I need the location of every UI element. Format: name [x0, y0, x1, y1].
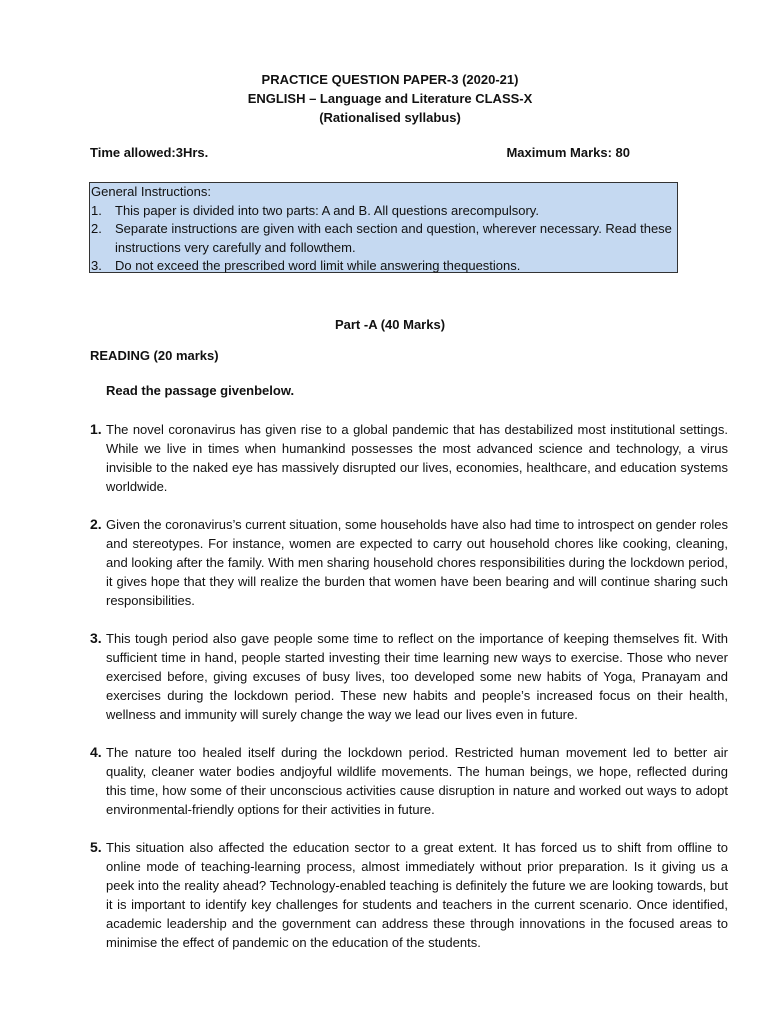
general-instructions-box [89, 182, 678, 273]
passage-paragraph-2 [90, 515, 728, 610]
paragraph-number: 4. [90, 744, 102, 760]
instruction-item [91, 202, 677, 221]
instruction-number: 2. [91, 221, 102, 236]
instruction-number: 3. [91, 258, 102, 273]
part-heading: Part -A (40 Marks) [334, 317, 446, 332]
instruction-item [91, 220, 677, 257]
syllabus-note: (Rationalised syllabus) [319, 110, 461, 125]
paragraph-text: This situation also affected the education sector to a great extent. It has forced us to shift from offline to online mode of teaching-learning process, almost immediately without prior preparation. Is it giving us a peek into the reality ahead? Technology-enabled teaching is definitely the future we are looking towards, but it is important to identify key challenges for students and teachers in the current scenario. Once identified, academic leadership and the government can address these through innovations in the focused areas to minimise the effect of pandemic on the education of the students. [106, 840, 728, 950]
paper-title: PRACTICE QUESTION PAPER-3 (2020-21) [261, 72, 519, 87]
instruction-text: This paper is divided into two parts: A and B. All questions arecompulsory. [115, 202, 539, 218]
maximum-marks: Maximum Marks: 80 [506, 145, 630, 160]
paragraph-text: Given the coronavirus’s current situation, some households have also had time to introspect on gender roles and stereotypes. For instance, women are expected to carry out household chores like cooking, cleaning, and looking after the family. With men sharing household chores responsibilities during the lockdown period, it gives hope that they will realize the burden that women have been bearing and will continue sharing such responsibilities. [106, 517, 728, 608]
paragraph-number: 5. [90, 839, 102, 855]
passage-paragraph-5 [90, 838, 728, 952]
paragraph-text: This tough period also gave people some time to reflect on the importance of keeping themselves fit. With sufficient time in hand, people started investing their time learning new ways to exercise. Those who never exercised before, giving excuses of busy lives, too developed some new habits of Yoga, Pranayam and exercises during the lockdown period. These new habits and people’s increased focus on their health, wellness and immunity will surely change the way we lead our lives even in future. [106, 631, 728, 722]
instruction-item [91, 257, 677, 276]
passage-paragraph-1 [90, 420, 728, 496]
paragraph-number: 3. [90, 630, 102, 646]
paragraph-number: 1. [90, 421, 102, 437]
subject-title: ENGLISH – Language and Literature CLASS-X [247, 91, 533, 106]
passage-intro: Read the passage givenbelow. [106, 383, 295, 398]
title-block [0, 70, 768, 127]
instructions-heading: General Instructions: [91, 184, 211, 199]
instruction-text: Do not exceed the prescribed word limit while answering thequestions. [115, 258, 521, 273]
reading-heading: READING (20 marks) [90, 348, 219, 363]
instruction-text: Separate instructions are given with each section and question, wherever necessary. Read these instructions very carefully and followthem. [115, 221, 672, 255]
paragraph-number: 2. [90, 516, 102, 532]
passage-paragraph-3 [90, 629, 728, 724]
instruction-number: 1. [91, 202, 102, 218]
paragraph-text: The nature too healed itself during the lockdown period. Restricted human movement led to better air quality, cleaner water bodies andjoyful wildlife movements. The human beings, we hope, reflected during this time, how some of their unconscious activities cause disruption in nature and worked out ways to adopt environmental-friendly options for their activities in future. [106, 745, 728, 817]
meta-row [90, 145, 630, 160]
time-allowed: Time allowed:3Hrs. [90, 145, 209, 160]
passage-paragraph-4 [90, 743, 728, 819]
paragraph-text: The novel coronavirus has given rise to a global pandemic that has destabilized most institutional settings. While we live in times when humankind possesses the most advanced science and technology, a virus invisible to the naked eye has massively disrupted our lives, economies, healthcare, and education systems worldwide. [106, 422, 728, 494]
